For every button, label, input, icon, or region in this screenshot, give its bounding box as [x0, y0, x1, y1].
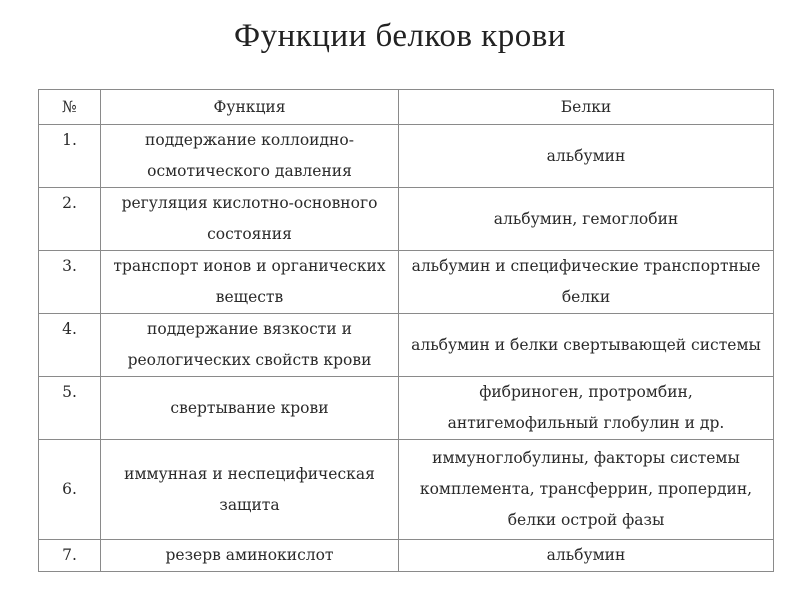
- table-header-row: [39, 90, 774, 125]
- row-proteins: альбумин и специфические транспортные белки: [399, 251, 774, 314]
- row-function: регуляция кислотно-основного состояния: [101, 188, 399, 251]
- table-row: [39, 188, 774, 251]
- page-title: Функции белков крови: [234, 18, 566, 54]
- row-number: 7.: [39, 540, 101, 572]
- header-function: Функция: [101, 90, 399, 125]
- row-function: свертывание крови: [101, 377, 399, 440]
- row-number: 3.: [39, 251, 101, 314]
- table-row: [39, 314, 774, 377]
- row-function: иммунная и неспецифическая защита: [101, 440, 399, 540]
- row-proteins: иммуноглобулины, факторы системы комплемента, трансферрин, пропердин, белки острой фазы: [399, 440, 774, 540]
- row-function: транспорт ионов и органических веществ: [101, 251, 399, 314]
- row-proteins: фибриноген, протромбин, антигемофильный глобулин и др.: [399, 377, 774, 440]
- row-proteins: альбумин: [399, 540, 774, 572]
- row-number: 6.: [39, 440, 101, 540]
- table-row: [39, 540, 774, 572]
- row-number: 1.: [39, 125, 101, 188]
- row-proteins: альбумин и белки свертывающей системы: [399, 314, 774, 377]
- header-number: №: [39, 90, 101, 125]
- blood-proteins-table: [38, 89, 774, 572]
- row-number: 5.: [39, 377, 101, 440]
- row-number: 4.: [39, 314, 101, 377]
- table-row: [39, 440, 774, 540]
- header-proteins: Белки: [399, 90, 774, 125]
- table-row: [39, 377, 774, 440]
- table-row: [39, 125, 774, 188]
- table-row: [39, 251, 774, 314]
- row-proteins: альбумин: [399, 125, 774, 188]
- row-number: 2.: [39, 188, 101, 251]
- row-function: поддержание коллоидно-осмотического давления: [101, 125, 399, 188]
- row-function: поддержание вязкости и реологических свойств крови: [101, 314, 399, 377]
- row-function: резерв аминокислот: [101, 540, 399, 572]
- row-proteins: альбумин, гемоглобин: [399, 188, 774, 251]
